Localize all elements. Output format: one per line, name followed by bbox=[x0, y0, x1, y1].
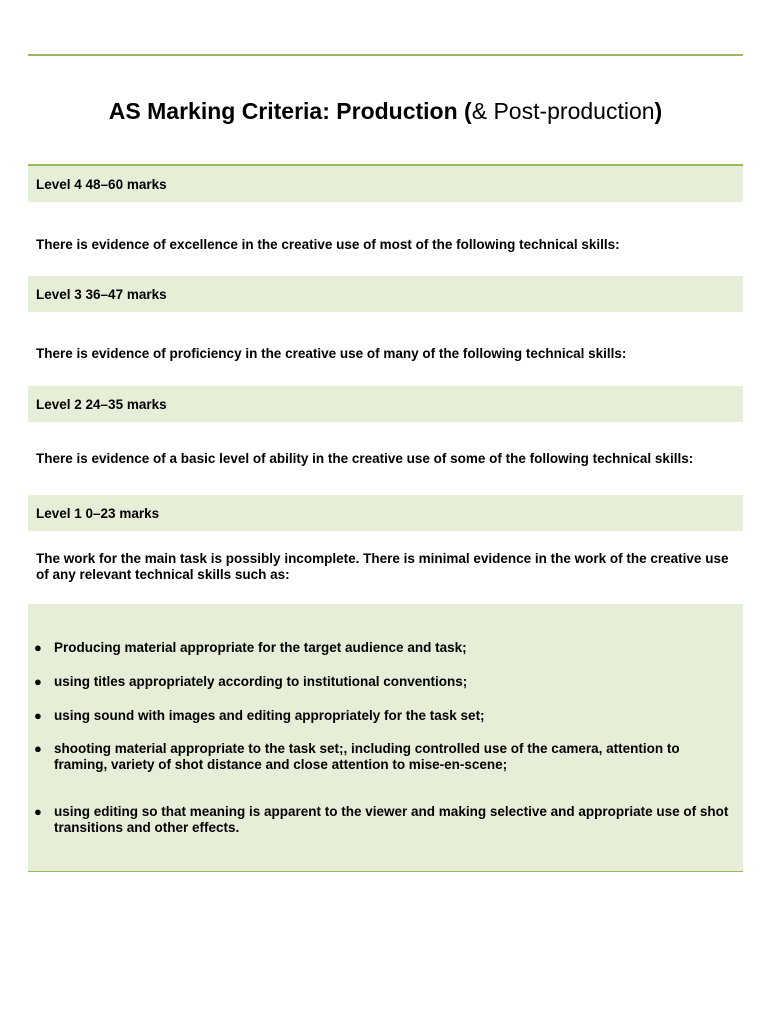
bullet-icon: ● bbox=[34, 741, 42, 756]
level-3-header bbox=[28, 276, 743, 312]
technical-skills-box bbox=[28, 604, 743, 872]
page-title bbox=[28, 96, 743, 126]
level-1-header bbox=[28, 495, 743, 531]
level-1-description: The work for the main task is possibly incomplete. There is minimal evidence in the work of the creative use of any relevant technical skills such as: bbox=[36, 551, 729, 582]
level-4-header bbox=[28, 164, 743, 202]
level-label: Level 1 0–23 marks bbox=[36, 505, 160, 521]
level-label: Level 3 36–47 marks bbox=[36, 286, 167, 302]
bullet-icon: ● bbox=[34, 804, 42, 819]
list-item: ● using titles appropriately according to institutional conventions; bbox=[34, 674, 468, 689]
level-label: Level 4 48–60 marks bbox=[36, 176, 167, 192]
list-item: ● Producing material appropriate for the target audience and task; bbox=[34, 640, 467, 655]
title-normal: & Post-production bbox=[471, 98, 655, 124]
level-3-description: There is evidence of proficiency in the creative use of many of the following technical skills: bbox=[36, 346, 627, 361]
level-2-header bbox=[28, 386, 743, 422]
bullet-icon: ● bbox=[34, 640, 42, 655]
list-item: ● using sound with images and editing appropriately for the task set; bbox=[34, 708, 485, 723]
level-2-description: There is evidence of a basic level of ability in the creative use of some of the following technical skills: bbox=[36, 451, 694, 466]
list-item: ● using editing so that meaning is apparent to the viewer and making selective and appropriate use of shot transitions and other effects. bbox=[34, 804, 729, 835]
level-4-description: There is evidence of excellence in the creative use of most of the following technical skills: bbox=[36, 237, 620, 252]
bullet-icon: ● bbox=[34, 708, 42, 723]
level-label: Level 2 24–35 marks bbox=[36, 396, 167, 412]
top-divider bbox=[28, 54, 743, 56]
list-item: ● shooting material appropriate to the task set;, including controlled use of the camera, attention to framing, variety of shot distance and close attention to mise-en-scene; bbox=[34, 741, 680, 772]
bullet-icon: ● bbox=[34, 674, 42, 689]
title-bold: AS Marking Criteria: Production ( bbox=[108, 98, 472, 124]
title-close: ) bbox=[654, 98, 663, 124]
